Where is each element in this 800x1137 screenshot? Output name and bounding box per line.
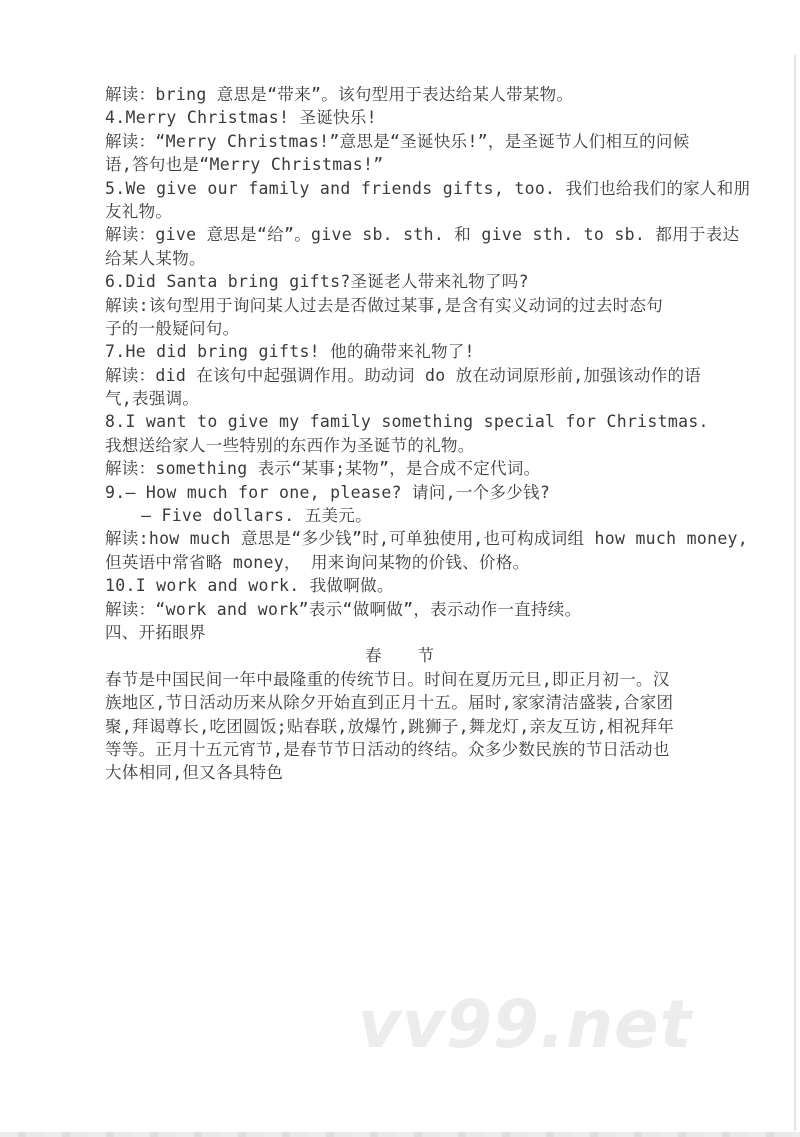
text-line: 解读：bring 意思是“带来”。该句型用于表达给某人带某物。 bbox=[105, 85, 574, 104]
text-line: 等等。正月十五元宵节,是春节节日活动的终结。众多少数民族的节日活动也 bbox=[105, 739, 670, 759]
text-line: 解读：“work and work”表示“做啊做”，表示动作一直持续。 bbox=[105, 599, 582, 619]
text-line: 解读：something 表示“某事;某物”，是合成不定代词。 bbox=[105, 459, 541, 479]
text-line: 聚,拜谒尊长,吃团圆饭;贴春联,放爆竹,跳狮子,舞龙灯,亲友互访,相祝拜年 bbox=[105, 716, 675, 736]
text-line: 友礼物。 bbox=[105, 201, 173, 221]
text-line: — Five dollars. 五美元。 bbox=[141, 506, 372, 526]
text-line: 四、开拓眼界 bbox=[105, 622, 206, 642]
text-line: 春节是中国民间一年中最隆重的传统节日。时间在夏历元旦,即正月初一。汉 bbox=[105, 669, 670, 689]
text-line: 9.— How much for one, please? 请问,一个多少钱? bbox=[105, 482, 551, 502]
text-line: 大体相同,但又各具特色 bbox=[105, 763, 284, 783]
text-line: 4.Merry Christmas! 圣诞快乐! bbox=[105, 108, 377, 128]
page-right-edge-line bbox=[794, 55, 796, 1131]
text-line: 春 节 bbox=[365, 646, 435, 666]
text-line: 解读：give 意思是“给”。give sb. sth. 和 give sth. to sb. 都用于表达 bbox=[105, 225, 740, 245]
text-line: 6.Did Santa bring gifts?圣诞老人带来礼物了吗? bbox=[105, 272, 529, 292]
text-line: 解读:该句型用于询问某人过去是否做过某事,是含有实义动词的过去时态句 bbox=[105, 295, 664, 315]
text-line: 但英语中常省略 money， 用来询问某物的价钱、价格。 bbox=[105, 552, 530, 572]
text-line: 5.We give our family and friends gifts, too. 我们也给我们的家人和朋 bbox=[105, 178, 751, 198]
text-line: 8.I want to give my family something special for Christmas. bbox=[105, 412, 709, 432]
document-text bbox=[105, 83, 751, 785]
page-bottom-edge bbox=[0, 1132, 800, 1137]
text-line: 语,答句也是“Merry Christmas!” bbox=[105, 155, 384, 175]
text-line: 族地区,节日活动历来从除夕开始直到正月十五。届时,家家清洁盛装,合家团 bbox=[105, 693, 674, 713]
text-line: 解读：“Merry Christmas!”意思是“圣诞快乐!”，是圣诞节人们相互的问候 bbox=[105, 131, 690, 151]
text-line: 给某人某物。 bbox=[105, 248, 206, 268]
text-line: 子的一般疑问句。 bbox=[105, 318, 240, 338]
watermark: vv99.net bbox=[358, 986, 693, 1063]
text-line: 解读：did 在该句中起强调作用。助动词 do 放在动词原形前,加强该动作的语 bbox=[105, 365, 702, 385]
text-line: 10.I work and work. 我做啊做。 bbox=[105, 576, 394, 596]
text-line: 我想送给家人一些特别的东西作为圣诞节的礼物。 bbox=[105, 435, 475, 455]
text-line: 气,表强调。 bbox=[105, 389, 200, 409]
text-line: 解读:how much 意思是“多少钱”时,可单独使用,也可构成词组 how much money, bbox=[105, 529, 749, 549]
text-line: 7.He did bring gifts! 他的确带来礼物了! bbox=[105, 342, 475, 362]
